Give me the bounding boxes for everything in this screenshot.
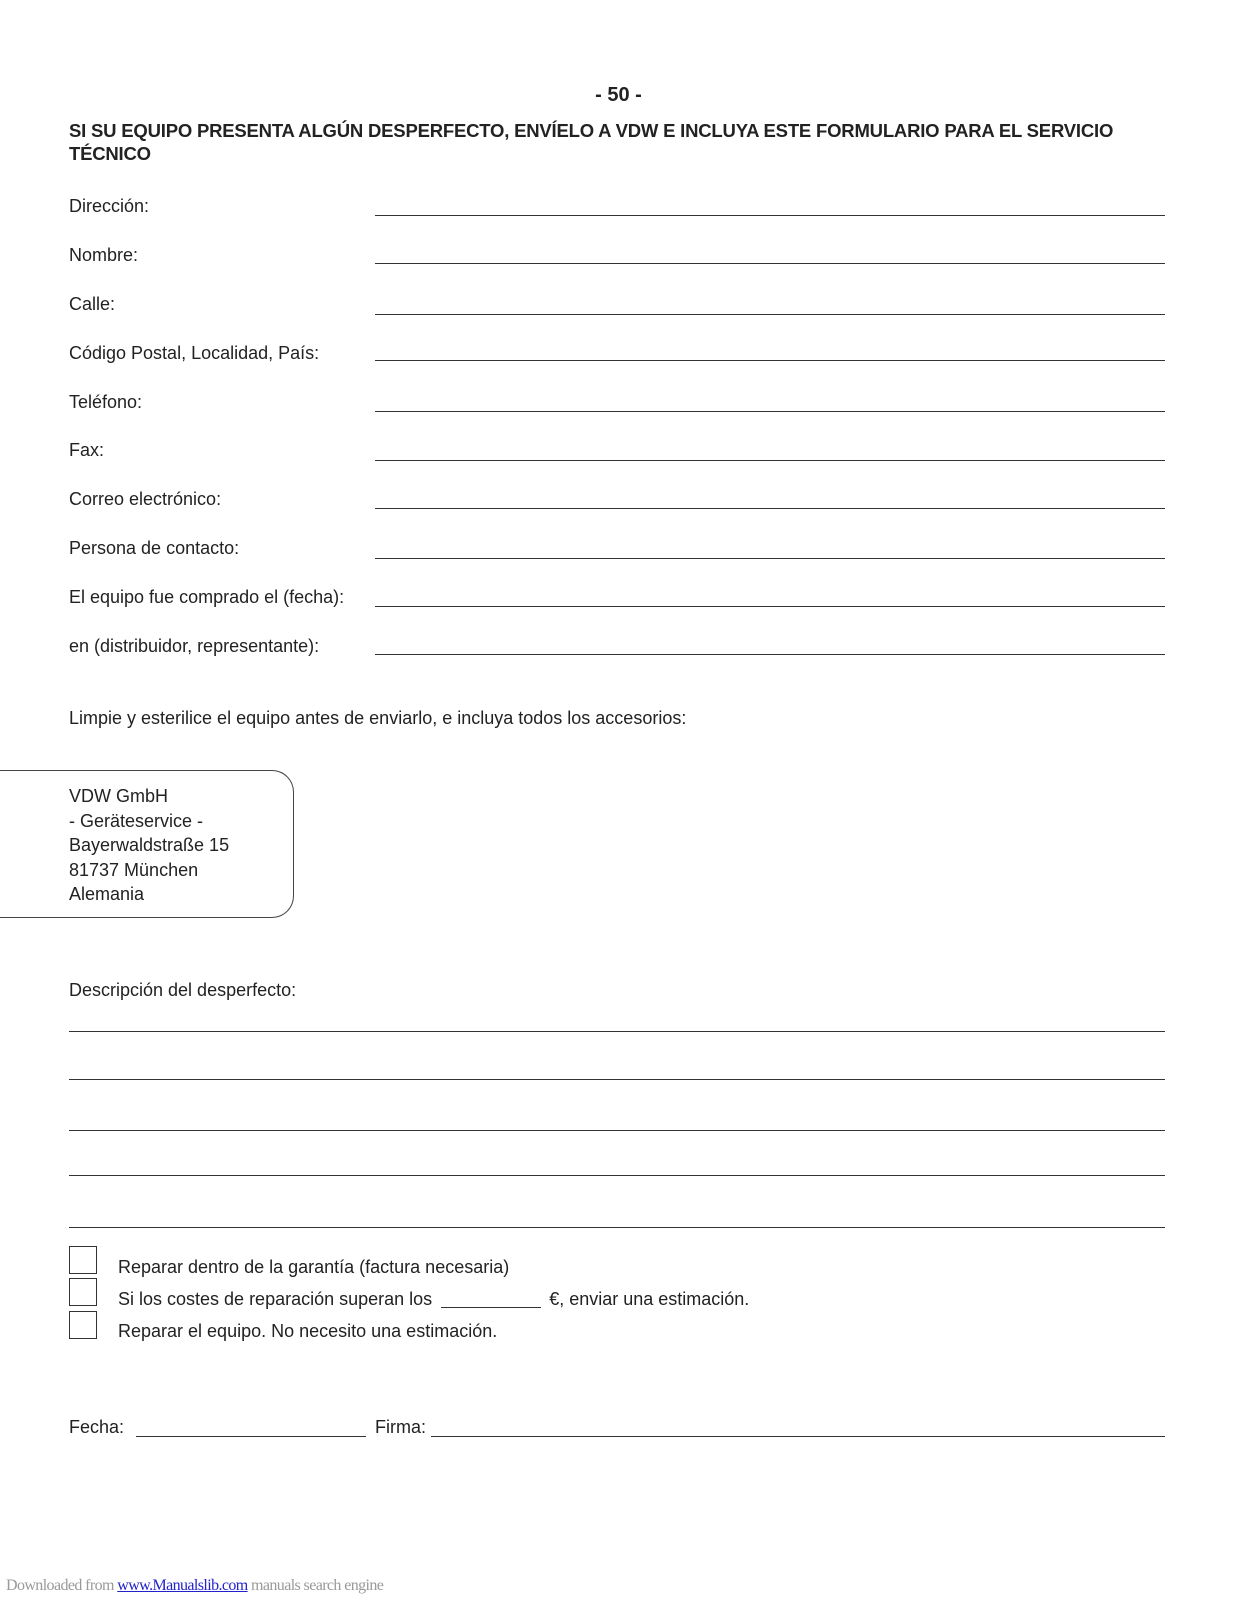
- option-no-estimate-label: Reparar el equipo. No necesito una estimación.: [118, 1321, 498, 1341]
- field-label-calle: Calle:: [69, 294, 116, 314]
- date-label: Fecha:: [69, 1417, 125, 1437]
- description-line[interactable]: [69, 1031, 1165, 1032]
- footer-prefix: Downloaded from: [6, 1577, 118, 1594]
- address-street: Bayerwaldstraße 15: [69, 835, 230, 855]
- address-country: Alemania: [69, 884, 145, 904]
- field-line-fecha-compra[interactable]: [375, 606, 1165, 607]
- cleaning-instruction: Limpie y esterilice el equipo antes de enviarlo, e incluya todos los accesorios:: [69, 708, 687, 728]
- field-label-fecha-compra: El equipo fue comprado el (fecha):: [69, 587, 345, 607]
- field-label-fax: Fax:: [69, 440, 105, 460]
- download-footer: [6, 1577, 383, 1595]
- address-city: 81737 München: [69, 860, 199, 880]
- field-line-fax[interactable]: [375, 460, 1165, 461]
- form-heading: SI SU EQUIPO PRESENTA ALGÚN DESPERFECTO, ENVÍELO A VDW E INCLUYA ESTE FORMULARIO PARA EL SERVICIO TÉCNICO: [69, 120, 1114, 164]
- page-number: - 50 -: [595, 84, 642, 106]
- signature-label: Firma:: [375, 1417, 426, 1437]
- field-line-contacto[interactable]: [375, 558, 1165, 559]
- description-line[interactable]: [69, 1130, 1165, 1131]
- field-line-direccion[interactable]: [375, 215, 1165, 216]
- option-warranty-label: Reparar dentro de la garantía (factura necesaria): [118, 1257, 510, 1277]
- address-company: VDW GmbH: [69, 786, 168, 806]
- field-label-nombre: Nombre:: [69, 245, 139, 265]
- amount-field[interactable]: [441, 1307, 541, 1308]
- description-line[interactable]: [69, 1175, 1165, 1176]
- address-department: - Geräteservice -: [69, 811, 204, 831]
- field-line-calle[interactable]: [375, 314, 1165, 315]
- checkbox-warranty[interactable]: [69, 1246, 97, 1274]
- description-line[interactable]: [69, 1079, 1165, 1080]
- field-line-correo[interactable]: [375, 508, 1165, 509]
- option-estimate-text-after: €, enviar una estimación.: [549, 1289, 750, 1309]
- field-line-telefono[interactable]: [375, 411, 1165, 412]
- checkbox-estimate[interactable]: [69, 1278, 97, 1306]
- footer-suffix: manuals search engine: [247, 1577, 384, 1594]
- field-label-direccion: Dirección:: [69, 196, 150, 216]
- option-estimate-text-before: Si los costes de reparación superan los: [118, 1289, 433, 1309]
- field-line-codigo-postal[interactable]: [375, 360, 1165, 361]
- date-line[interactable]: [136, 1436, 366, 1437]
- field-label-correo: Correo electrónico:: [69, 489, 222, 509]
- field-line-nombre[interactable]: [375, 263, 1165, 264]
- field-line-distribuidor[interactable]: [375, 654, 1165, 655]
- signature-line[interactable]: [431, 1436, 1165, 1437]
- checkbox-no-estimate[interactable]: [69, 1311, 97, 1339]
- field-label-codigo-postal: Código Postal, Localidad, País:: [69, 343, 320, 363]
- description-label: Descripción del desperfecto:: [69, 980, 297, 1000]
- description-line[interactable]: [69, 1227, 1165, 1228]
- field-label-contacto: Persona de contacto:: [69, 538, 240, 558]
- field-label-telefono: Teléfono:: [69, 392, 143, 412]
- field-label-distribuidor: en (distribuidor, representante):: [69, 636, 320, 656]
- manualslib-link[interactable]: www.Manualslib.com: [117, 1577, 248, 1594]
- option-estimate-label: [118, 1289, 749, 1310]
